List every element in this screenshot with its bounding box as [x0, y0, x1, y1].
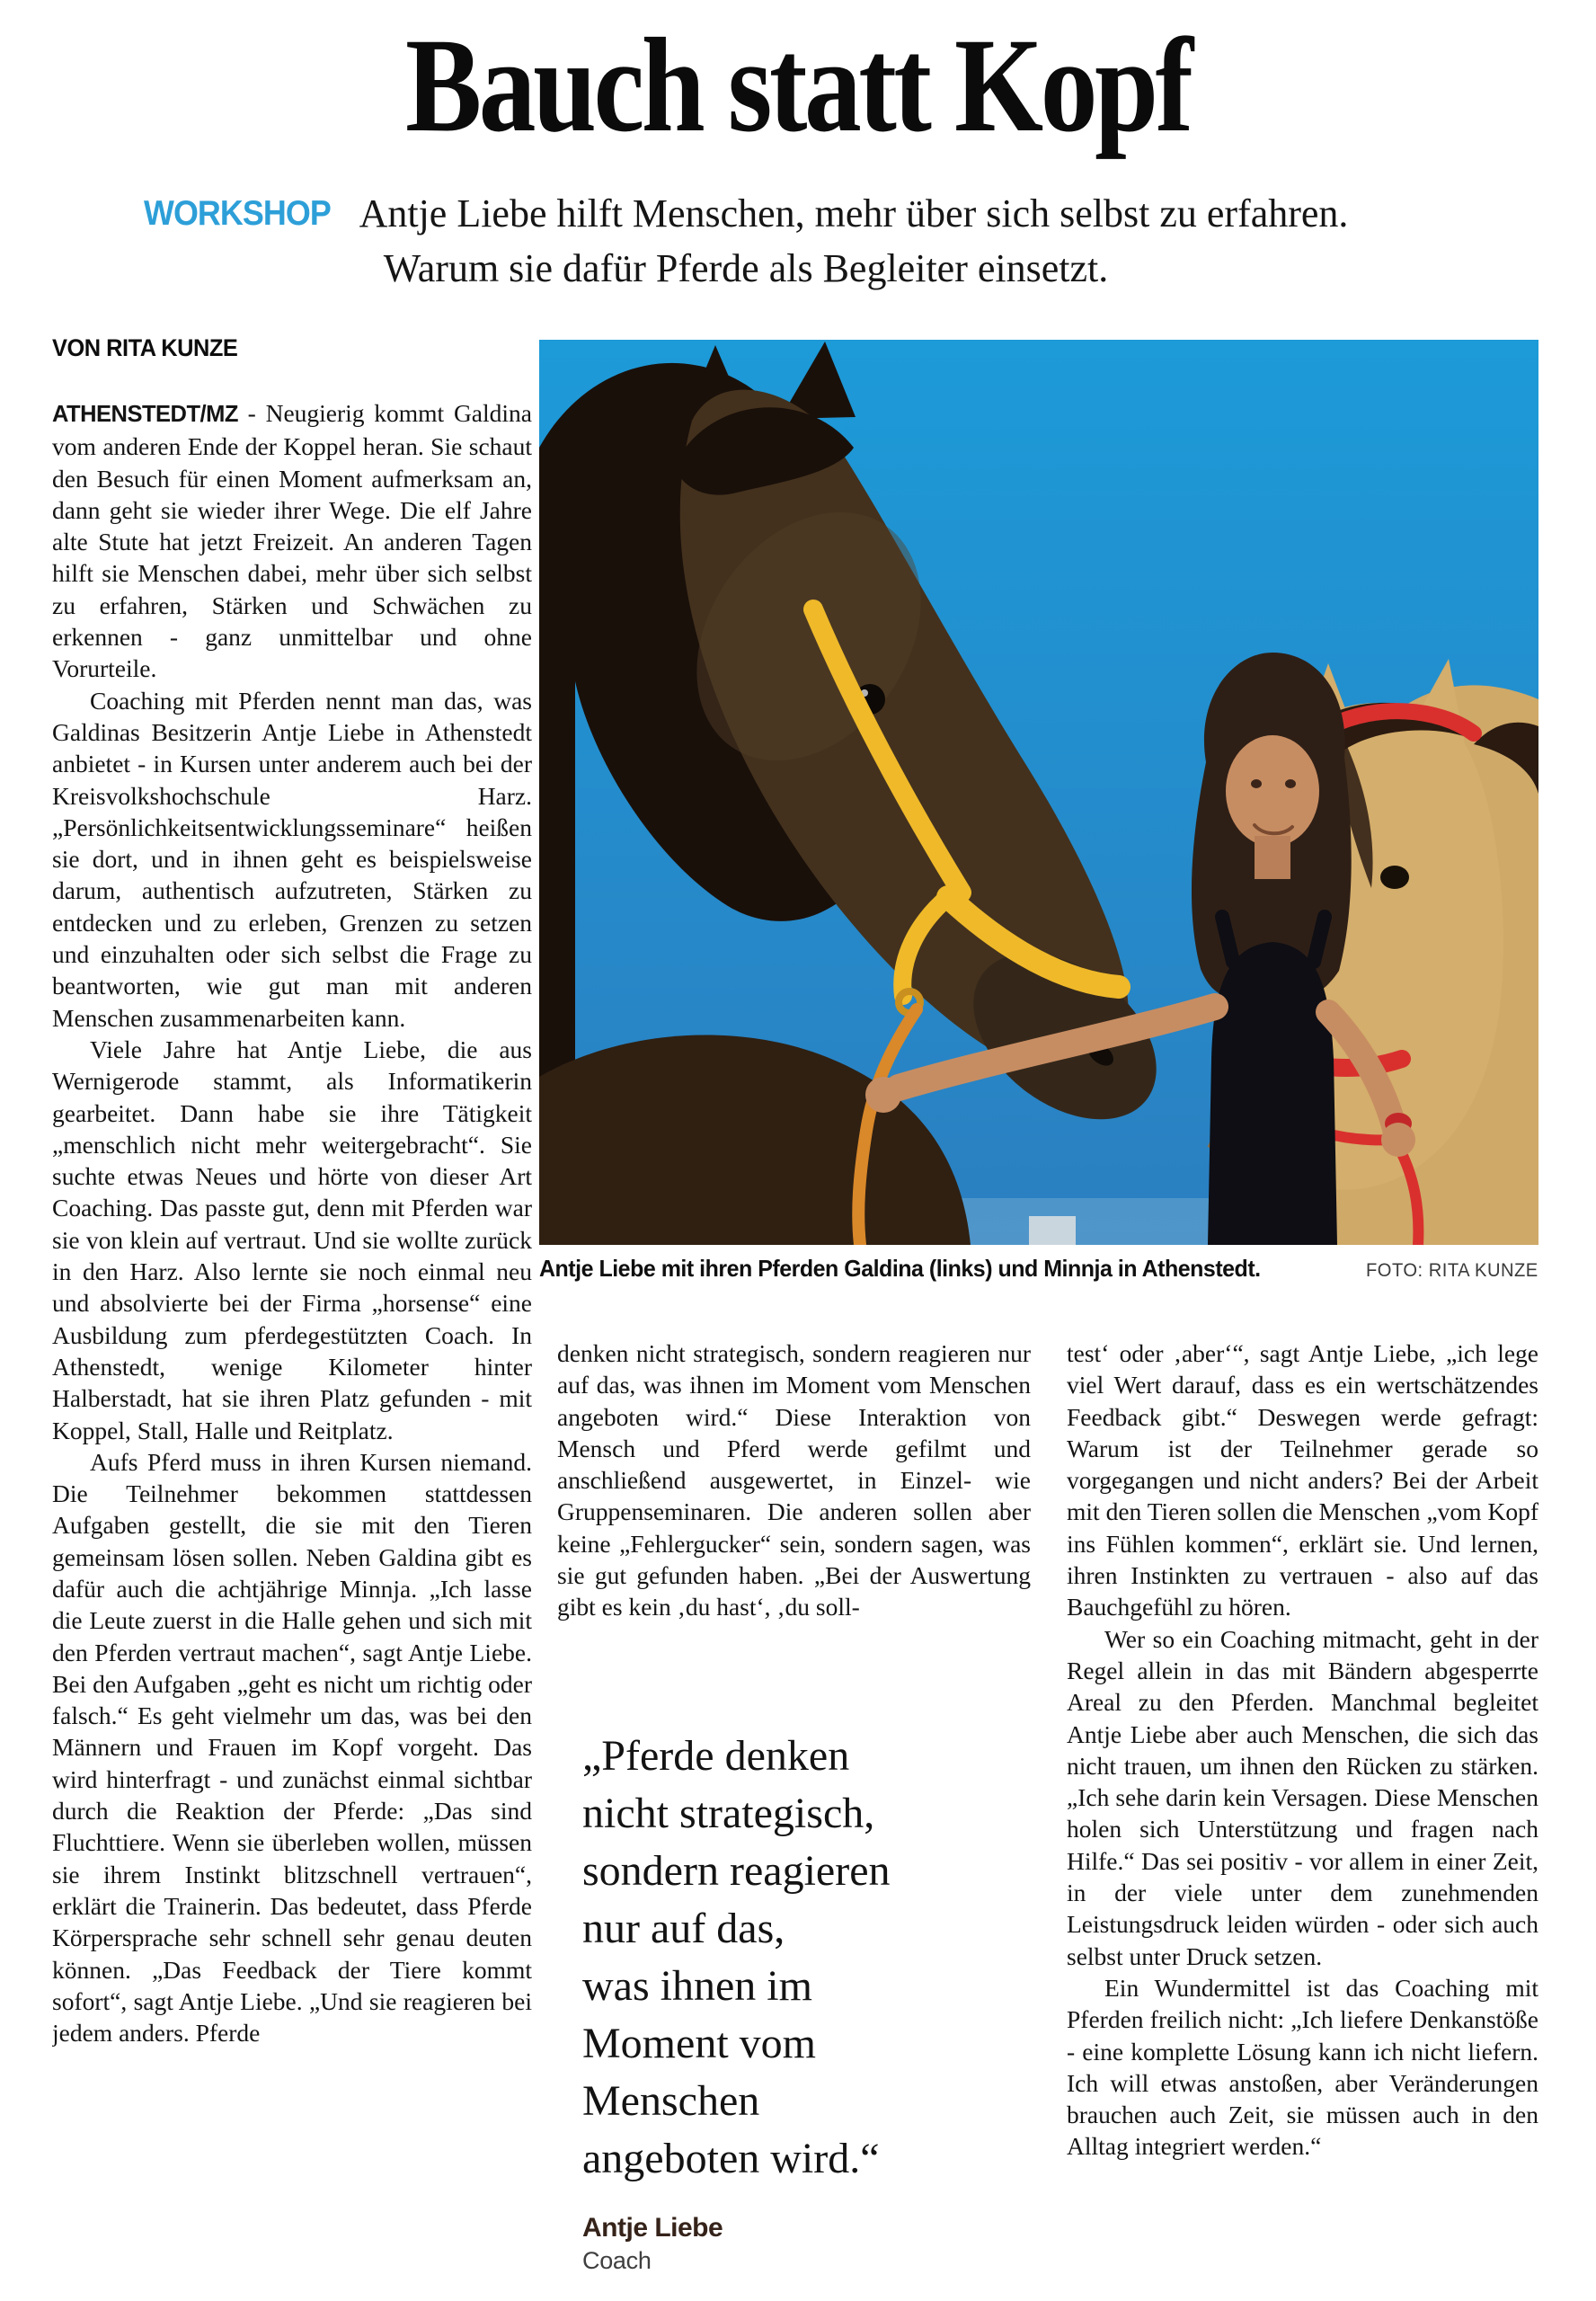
pull-quote-line: sondern reagieren: [582, 1847, 891, 1895]
article-column-middle: [557, 1337, 1031, 1724]
photo-illustration: [539, 340, 1538, 1245]
article-paragraph: Aufs Pferd muss in ihren Kursen niemand. Die Teilnehmer bekommen stattdessen Aufgaben gestellt, die sie mit den Tieren gemeinsam lösen sollen. Neben Galdina gibt es dafür auch die achtjährige Minnja. „Ich lasse die Leute zuerst in die Halle gehen und sich mit den Pferden vertraut machen“, sagt Antje Liebe. Bei den Aufgaben „geht es nicht um richtig oder falsch.“ Es geht vielmehr um das, was bei den Männern und Frauen im Kopf vorgeht. Das wird hinterfragt - und zunächst einmal sichtbar durch die Reaktion der Pferde: „Das sind Fluchttiere. Wenn sie überleben wollen, müssen sie ihrem Instinkt blitzschnell vertrauen“, erklärt die Trainerin. Das bedeutet, dass Pferde Körpersprache sehr schnell sehr genau deuten können. „Das Feedback der Tiere kommt sofort“, sagt Antje Liebe. „Und sie reagieren bei jedem anders. Pferde: [52, 1447, 532, 2048]
photo-credit: FOTO: RITA KUNZE: [1366, 1260, 1538, 1281]
pull-quote-line: was ihnen im: [582, 1962, 812, 2010]
article-column-left: [52, 397, 532, 2301]
pull-quote-role: Coach: [582, 2247, 652, 2274]
article-photo: [539, 340, 1538, 1245]
article-paragraph: Ein Wundermittel ist das Coaching mit Pferden freilich nicht: „Ich liefere Denkanstöße - eine komplette Lösung kann ich nicht liefern. Ich will etwas anstoßen, aber Veränderungen brauchen auch Zeit, sie müssen auch in den Alltag integriert werden.“: [1067, 1973, 1538, 2161]
pull-quote-line: Menschen: [582, 2077, 760, 2125]
photo-caption: Antje Liebe mit ihren Pferden Galdina (links) und Minnja in Athenstedt.: [539, 1255, 1261, 1282]
article-paragraph: denken nicht strategisch, sondern reagieren nur auf das, was ihnen im Moment vom Menschen angeboten wird.“ Diese Interaktion von Mensch und Pferd werde gefilmt und anschließend ausgewertet, in Einzel- wie Gruppenseminaren. Die anderen sollen aber keine „Fehlergucker“ sein, sondern sagen, was sie gut gefunden haben. „Bei der Auswertung gibt es kein ‚du hast‘, ‚du soll-: [557, 1339, 1031, 1621]
pull-quote-line: nur auf das,: [582, 1905, 785, 1952]
woman-neck: [1255, 836, 1290, 879]
article-paragraph: test‘ oder ‚aber‘“, sagt Antje Liebe, „ich lege viel Wert darauf, dass es ein wertschätzendes Feedback gibt.“ Deswegen werde gefragt: Warum ist der Teilnehmer gerade so vorgegangen und nicht anders? Bei der Arbeit mit den Tieren sollen die Menschen „vom Kopf ins Fühlen kommen“, erklärt sie. Und lernen, ihren Instinkten zu vertrauen - also auf das Bauchgefühl zu hören.: [1067, 1339, 1538, 1621]
pull-quote-line: nicht strategisch,: [582, 1790, 875, 1837]
pull-quote-name: Antje Liebe: [582, 2213, 723, 2243]
pull-quote-attribution: [582, 2213, 723, 2275]
paragraph-lead: ATHENSTEDT/MZ: [52, 402, 238, 427]
article-paragraph: ATHENSTEDT/MZ - Neugierig kommt Galdina vom anderen Ende der Koppel heran. Sie schaut den Besuch für einen Moment aufmerksam an, dann geht sie wieder ihrer Wege. Die elf Jahre alte Stute hat jetzt Freizeit. An anderen Tagen hilft sie Menschen dabei, mehr über sich selbst zu erfahren, Stärken und Schwächen zu erkennen - ganz unmittelbar und ohne Vorurteile.: [52, 399, 532, 683]
pull-quote-line: „Pferde denken: [582, 1732, 850, 1780]
article-paragraph: Viele Jahre hat Antje Liebe, die aus Wernigerode stammt, als Informatikerin gearbeitet. Dann habe sie ihre Tätigkeit „menschlich nicht mehr weitergebracht“. Sie suchte etwas Neues und hörte von dieser Art Coaching. Das passte gut, denn mit Pferden war sie von klein auf vertraut. Und sie wollte zurück in den Harz. Also lernte sie noch einmal neu und absolvierte bei der Firma „horsense“ eine Ausbildung zum pferdegestützten Coach. In Athenstedt, wenige Kilometer hinter Halberstadt, hat sie ihren Platz gefunden - mit Koppel, Stall, Halle und Reitplatz.: [52, 1035, 532, 1444]
headline: [0, 0, 1596, 180]
woman-left-hand: [865, 1077, 901, 1113]
headline-text: Bauch statt Kopf: [405, 11, 1191, 160]
article-paragraph: Coaching mit Pferden nennt man das, was Galdinas Besitzerin Antje Liebe in Athenstedt anbietet - in Kursen unter anderem auch bei der Kreisvolkshochschule Harz. „Persönlichkeitsentwicklungsseminare“ heißen sie dort, und in ihnen geht es beispielsweise darum, authentisch aufzutreten, Stärken zu entdecken und zu erleben, Grenzen zu setzen und einzuhalten oder sich selbst die Frage zu beantworten, wie gut man mit anderen Menschen zusammenarbeiten kann.: [52, 686, 532, 1032]
woman-right-hand: [1381, 1123, 1415, 1157]
light-horse-eye: [1380, 866, 1409, 889]
standfirst-text: Antje Liebe hilft Menschen, mehr über sich selbst zu erfahren. Warum sie dafür Pferde als Begleiter einsetzt.: [359, 191, 1349, 290]
byline: VON RITA KUNZE: [52, 334, 238, 361]
woman-tank-top: [1208, 942, 1337, 1245]
pull-quote: [582, 1728, 1050, 2188]
photo-caption-row: [539, 1255, 1538, 1283]
pull-quote-line: Moment vom: [582, 2020, 816, 2067]
article-column-right: [1067, 1337, 1538, 2301]
standfirst: [117, 187, 1375, 295]
woman-face: [1226, 735, 1319, 847]
article-paragraph: Wer so ein Coaching mitmacht, geht in der Regel allein in das mit Bändern abgesperrte Areal zu den Pferden. Manchmal begleitet Antje Liebe aber auch Menschen, die sich das nicht trauen, um ihnen den Rücken zu stärken. „Ich sehe darin kein Versagen. Diese Menschen holen sich Unterstützung und fragen nach Hilfe.“ Das sei positiv - vor allem in einer Zeit, in der viele unter dem zunehmenden Leistungsdruck leiden würden - oder sich auch selbst unter Druck setzen.: [1067, 1624, 1538, 1970]
kicker-workshop: WORKSHOP: [143, 194, 331, 233]
pull-quote-line: angeboten wird.“: [582, 2135, 880, 2182]
